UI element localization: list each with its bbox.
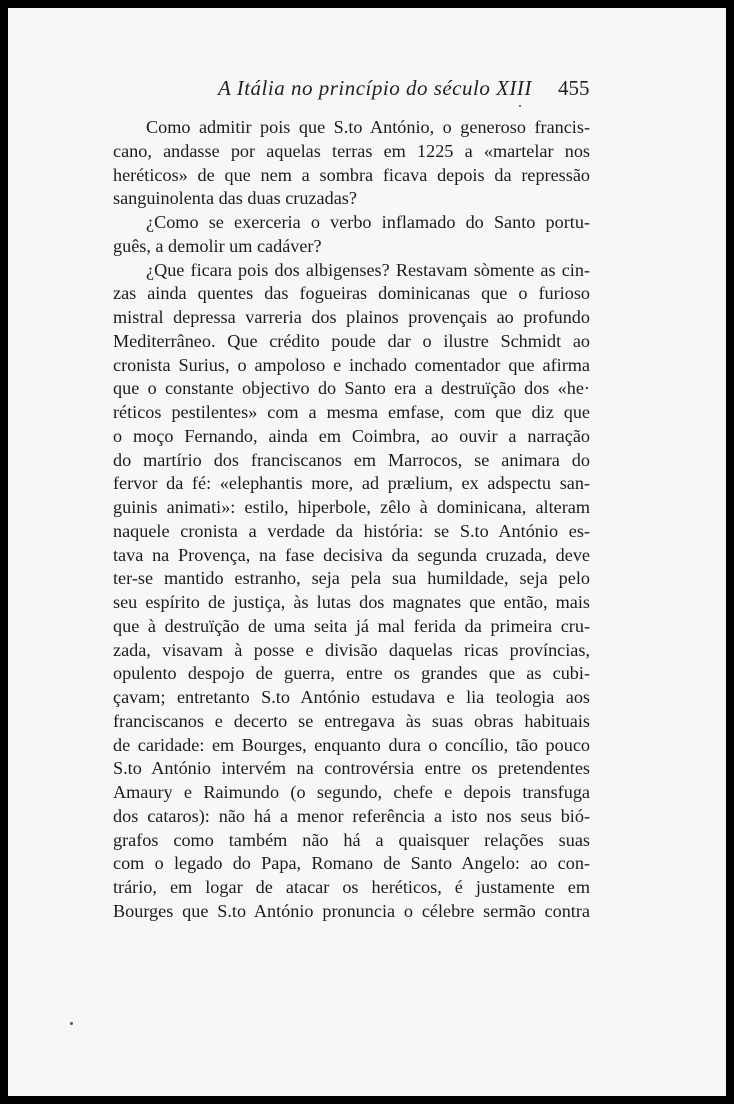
text-line: opulento despojo de guerra, entre os grandes que as cubi- bbox=[113, 663, 590, 684]
text-line: Bourges que S.to António pronuncia o célebre sermão contra bbox=[113, 900, 590, 921]
text-line: trário, em logar de atacar os heréticos, é justamente em bbox=[113, 877, 590, 897]
text-line: Como admitir pois que S.to António, o generoso francis- bbox=[146, 117, 590, 137]
text-line: S.to António intervém na controvérsia entre os pretendentes bbox=[113, 758, 590, 779]
text-line: sanguinolenta das duas cruzadas? bbox=[113, 188, 357, 209]
text-line: do martírio dos franciscanos em Marrocos, se animara do bbox=[113, 449, 590, 470]
scan-speck bbox=[70, 1022, 73, 1025]
scan-speck bbox=[519, 105, 521, 107]
text-line: guês, a demolir um cadáver? bbox=[113, 235, 322, 256]
text-line: ¿Como se exerceria o verbo inflamado do Santo portu- bbox=[146, 212, 590, 232]
running-head bbox=[8, 76, 726, 106]
text-line: grafos como também não há a quaisquer relações suas bbox=[113, 829, 590, 850]
text-line: seu espírito de justiça, às lutas dos magnates que então, mais bbox=[113, 592, 590, 612]
text-line: Mediterrâneo. Que crédito poude dar o ilustre Schmidt ao bbox=[113, 330, 590, 351]
text-line: heréticos» de que nem a sombra ficava depois da repressão bbox=[113, 164, 590, 185]
page-number: 455 bbox=[558, 76, 590, 100]
text-line: zada, visavam à posse e divisão daquelas ricas províncias, bbox=[113, 639, 590, 660]
text-line: Amaury e Raimundo (o segundo, chefe e depois transfuga bbox=[113, 782, 590, 802]
text-line: que à destruïção de uma seita já mal ferida da primeira cru- bbox=[113, 615, 590, 636]
text-line: réticos pestilentes» com a mesma emfase, com que diz que bbox=[113, 402, 590, 422]
text-line: tava na Provença, na fase decisiva da segunda cruzada, deve bbox=[113, 544, 590, 565]
text-line: ter-se mantido estranho, seja pela sua humildade, seja pelo bbox=[113, 568, 590, 589]
text-line: zas ainda quentes das fogueiras dominicanas que o furioso bbox=[113, 283, 590, 304]
text-line: franciscanos e decerto se entregava às suas obras habituais bbox=[113, 710, 590, 731]
text-line: que o constante objectivo do Santo era a destruïção dos «he· bbox=[113, 378, 590, 399]
text-line: cano, andasse por aquelas terras em 1225 a «martelar nos bbox=[113, 140, 590, 161]
book-page bbox=[8, 8, 726, 1096]
text-line: cronista Surius, o ampoloso e inchado comentador que afirma bbox=[113, 354, 590, 375]
text-line: mistral depressa varreria dos plainos provençais ao profundo bbox=[113, 307, 590, 327]
text-line: o moço Fernando, ainda em Coimbra, ao ouvir a narração bbox=[113, 425, 590, 446]
text-line: com o legado do Papa, Romano de Santo Angelo: ao con- bbox=[113, 853, 590, 874]
text-line: fervor da fé: «elephantis more, ad prælium, ex adspectu san- bbox=[113, 473, 590, 494]
body-text bbox=[113, 116, 590, 924]
text-line: dos cataros): não há a menor referência a isto nos seus bió- bbox=[113, 805, 590, 826]
text-line: de caridade: em Bourges, enquanto dura o concílio, tão pouco bbox=[113, 734, 590, 755]
text-line: naquele cronista a verdade da história: se S.to António es- bbox=[113, 520, 590, 541]
text-line: guinis animati»: estilo, hiperbole, zêlo à dominicana, alteram bbox=[113, 497, 590, 517]
running-title: A Itália no princípio do século XIII bbox=[218, 76, 532, 100]
text-line: ¿Que ficara pois dos albigenses? Restavam sòmente as cin- bbox=[146, 259, 590, 280]
text-line: çavam; entretanto S.to António estudava e lia teologia aos bbox=[113, 687, 590, 707]
